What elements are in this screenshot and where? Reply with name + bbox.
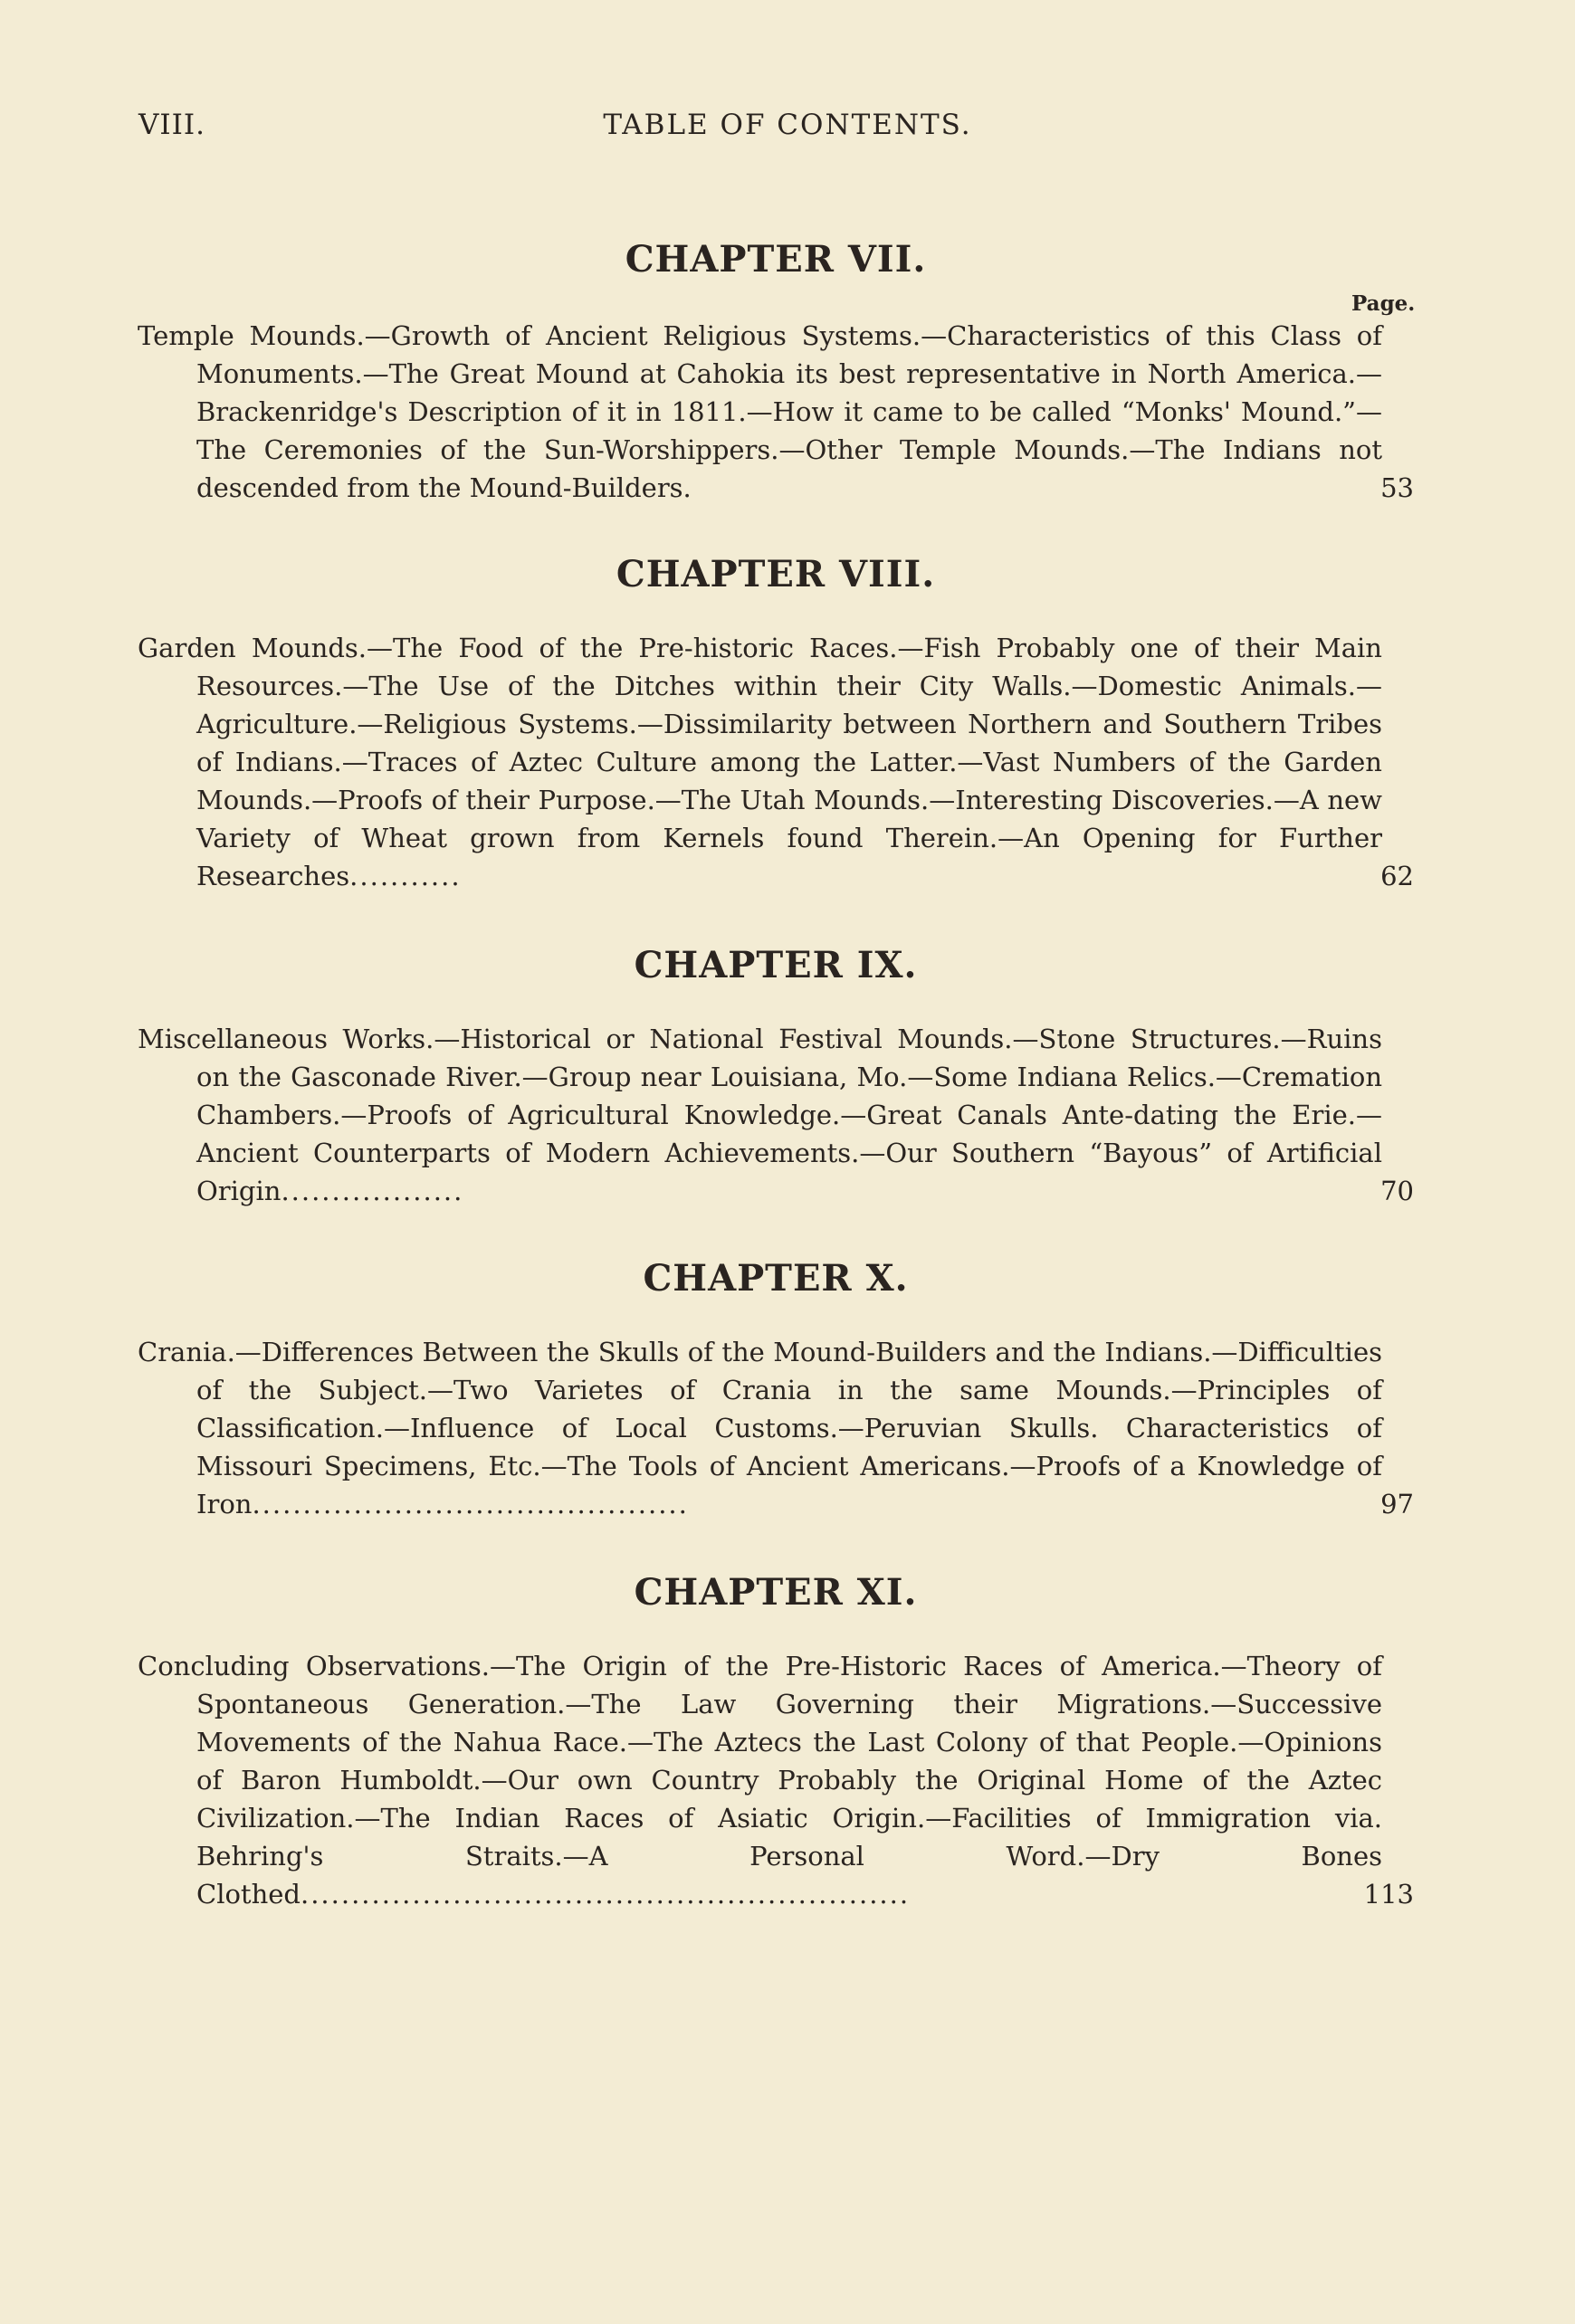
toc-entry-text: Miscellaneous Works.—Historical or National Festival Mounds.—Stone Structures.—Ruins on the Gasconade River.—Group near Louisiana, Mo.—Some Indiana Relics.—Cremation Chambers.—Proofs of Agricultural Knowledge.—Great Canals Ante-dating the Erie.—Ancient Counterparts of Modern Achievements.—Our Southern “Bayous” of Artificial Origin <box>138 1024 1382 1206</box>
chapter-title: CHAPTER X. <box>643 1257 909 1300</box>
toc-entry-text: Garden Mounds.—The Food of the Pre-historic Races.—Fish Probably one of their Main Resources.—The Use of the Ditches within their City Walls.—Domestic Animals.—Agriculture.—Religious Systems.—Dissimilarity between Northern and Southern Tribes of Indians.—Traces of Aztec Culture among the Latter.—Vast Numbers of the Garden Mounds.—Proofs of their Purpose.—The Utah Mounds.—Interesting Discoveries.—A new Variety of Wheat grown from Kernels found Therein.—An Opening for Further Researches <box>138 633 1382 891</box>
chapter-title: CHAPTER VII. <box>625 238 927 281</box>
toc-entry <box>138 629 1414 895</box>
page-folio: VIII. <box>138 109 205 141</box>
chapter-section <box>138 237 1414 507</box>
running-head-title: TABLE OF CONTENTS. <box>603 109 972 141</box>
toc-page-number: 62 <box>1380 861 1414 891</box>
toc-entry-text: Crania.—Differences Between the Skulls of the Mound-Builders and the Indians.—Difficulties of the Subject.—Two Varietes of Crania in the same Mounds.—Principles of Classification.—Influence of Local Customs.—Peruvian Skulls. Characteristics of Missouri Specimens, Etc.—The Tools of Ancient Americans.—Proofs of a Knowledge of Iron <box>138 1337 1382 1519</box>
toc-page-number: 113 <box>1363 1879 1414 1910</box>
chapter-section <box>138 1256 1414 1523</box>
toc-entry-text: Temple Mounds.—Growth of Ancient Religious Systems.—Characteristics of this Class of Monuments.—The Great Mound at Cahokia its best representative in North America.—Brackenridge's Description of it in 1811.—How it came to be called “Monks' Mound.”—The Ceremonies of the Sun-Worshippers.—Other Temple Mounds.—The Indians not descended from the Mound-Builders. <box>138 320 1382 503</box>
toc-entry <box>138 1647 1414 1913</box>
toc-page-number: 97 <box>1380 1489 1414 1519</box>
toc-entry <box>138 317 1414 507</box>
leader-dots: ........... <box>349 861 462 891</box>
chapter-title: CHAPTER IX. <box>634 944 918 986</box>
toc-page-number: 53 <box>1380 472 1414 503</box>
chapter-section <box>138 943 1414 1210</box>
toc-entry-text: Concluding Observations.—The Origin of the Pre-Historic Races of America.—Theory of Spontaneous Generation.—The Law Governing their Migrations.—Successive Movements of the Nahua Race.—The Aztecs the Last Colony of that People.—Opinions of Baron Humboldt.—Our own Country Probably the Original Home of the Aztec Civilization.—The Indian Races of Asiatic Origin.—Facilities of Immigration via. Behring's Straits.—A Personal Word.—Dry Bones Clothed <box>138 1651 1382 1910</box>
page-column-label: Page. <box>1351 291 1416 316</box>
chapter-title: CHAPTER VIII. <box>616 553 936 595</box>
leader-dots: ............................................................ <box>300 1879 911 1910</box>
toc-entry <box>138 1333 1414 1523</box>
chapter-section <box>138 1570 1414 1913</box>
toc-page-number: 70 <box>1380 1176 1414 1206</box>
chapter-section <box>138 552 1414 895</box>
leader-dots: .................. <box>281 1176 464 1206</box>
leader-dots: ........................................... <box>252 1489 689 1519</box>
chapter-title: CHAPTER XI. <box>634 1571 918 1614</box>
running-head <box>0 109 1575 145</box>
toc-entry <box>138 1020 1414 1210</box>
